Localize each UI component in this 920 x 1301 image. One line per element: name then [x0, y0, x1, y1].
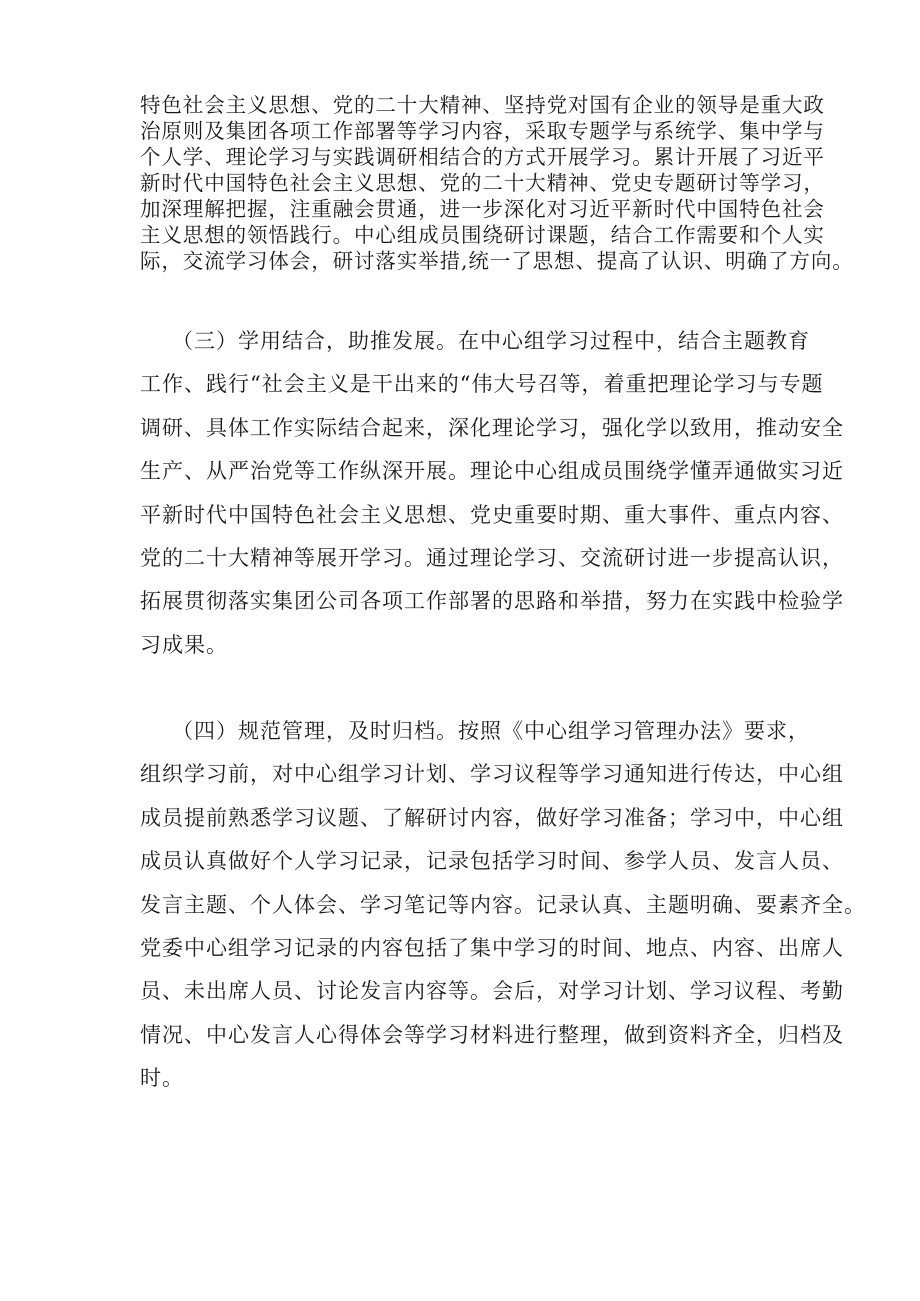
text-line: 加深理解把握，注重融会贯通，进一步深化对习近平新时代中国特色社会	[140, 197, 825, 221]
section-three-heading-line: （三）学用结合，助推发展。在中心组学习过程中，结合主题教育	[172, 329, 810, 353]
text-line: 个人学、理论学习与实践调研相结合的方式开展学习。累计开展了习近平	[140, 145, 825, 169]
section-three-paragraph	[140, 320, 844, 667]
text-line: 主义思想的领悟践行。中心组成员围绕研讨课题，结合工作需要和个人实	[140, 223, 825, 247]
text-line: 治原则及集团各项工作部署等学习内容，采取专题学与系统学、集中学与	[140, 119, 825, 143]
text-line: 新时代中国特色社会主义思想、党的二十大精神、党史专题研讨等学习，	[140, 171, 825, 195]
text-line: 生产、从严治党等工作纵深开展。理论中心组成员围绕学懂弄通做实习近	[140, 459, 844, 484]
text-line: 拓展贯彻落实集团公司各项工作部署的思路和举措，努力在实践中检验学	[140, 589, 844, 614]
text-line: 组织学习前，对中心组学习计划、学习议程等学习通知进行传达，中心组	[140, 762, 844, 787]
section-four-heading-line: （四）规范管理，及时归档。按照《中心组学习管理办法》要求，	[172, 719, 810, 743]
text-line: 特色社会主义思想、党的二十大精神、坚持党对国有企业的领导是重大政	[140, 93, 825, 117]
study-content-paragraph	[140, 92, 854, 274]
text-line: 情况、中心发言人心得体会等学习材料进行整理，做到资料齐全，归档及	[140, 1022, 844, 1047]
text-line: 时。	[140, 1066, 184, 1091]
text-line: 平新时代中国特色社会主义思想、党史重要时期、重大事件、重点内容、	[140, 502, 844, 527]
text-line: 调研、具体工作实际结合起来，深化理论学习，强化学以致用，推动安全	[140, 415, 844, 440]
text-line: 成员认真做好个人学习记录，记录包括学习时间、参学人员、发言人员、	[140, 849, 844, 874]
section-four-paragraph	[140, 710, 866, 1101]
text-line: 成员提前熟悉学习议题、了解研讨内容，做好学习准备；学习中，中心组	[140, 805, 844, 830]
text-line: 党的二十大精神等展开学习。通过理论学习、交流研讨进一步提高认识，	[140, 545, 844, 570]
text-line: 发言主题、个人体会、学习笔记等内容。记录认真、主题明确、要素齐全。	[140, 892, 866, 917]
text-line: 工作、践行“社会主义是干出来的“伟大号召等，着重把理论学习与专题	[140, 372, 824, 397]
text-line: 际，交流学习体会，研讨落实举措,统一了思想、提高了认识、明确了方向。	[140, 249, 854, 273]
text-line: 员、未出席人员、讨论发言内容等。会后，对学习计划、学习议程、考勤	[140, 979, 844, 1004]
text-line: 习成果。	[140, 632, 228, 657]
text-line: 党委中心组学习记录的内容包括了集中学习的时间、地点、内容、出席人	[140, 935, 844, 960]
